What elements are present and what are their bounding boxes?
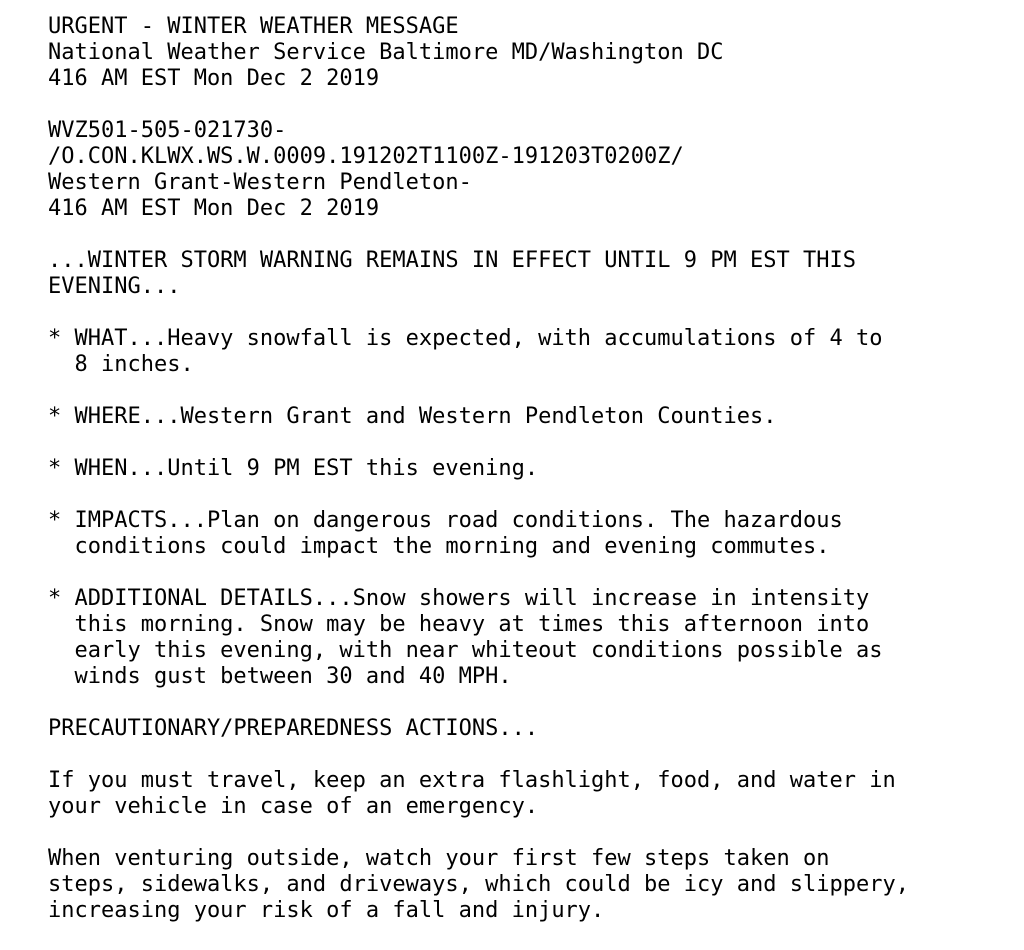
bullet-when xyxy=(48,456,1024,482)
precautionary-travel-paragraph xyxy=(48,768,1024,820)
what-line-1: * WHAT...Heavy snowfall is expected, with accumulations of 4 to xyxy=(48,326,883,351)
additional-details-line-1: * ADDITIONAL DETAILS...Snow showers will increase in intensity xyxy=(48,586,870,611)
precautionary-header xyxy=(48,716,1024,742)
headline-line-2: EVENING... xyxy=(48,274,181,299)
what-line-2: 8 inches. xyxy=(48,352,194,377)
vtec-code-line: /O.CON.KLWX.WS.W.0009.191202T1100Z-191203T0200Z/ xyxy=(48,144,684,169)
issuing-office-line: National Weather Service Baltimore MD/Washington DC xyxy=(48,40,724,65)
bullet-additional-details xyxy=(48,586,1024,690)
additional-details-line-4: winds gust between 30 and 40 MPH. xyxy=(48,664,512,689)
travel-line-1: If you must travel, keep an extra flashlight, food, and water in xyxy=(48,768,896,793)
travel-line-2: your vehicle in case of an emergency. xyxy=(48,794,539,819)
outside-line-3: increasing your risk of a fall and injury. xyxy=(48,898,605,923)
impacts-line-1: * IMPACTS...Plan on dangerous road conditions. The hazardous xyxy=(48,508,843,533)
bullet-where xyxy=(48,404,1024,430)
zone-names-line: Western Grant-Western Pendleton- xyxy=(48,170,472,195)
codes-issue-time-line: 416 AM EST Mon Dec 2 2019 xyxy=(48,196,380,221)
precautionary-header-line: PRECAUTIONARY/PREPAREDNESS ACTIONS... xyxy=(48,716,539,741)
headline-line-1: ...WINTER STORM WARNING REMAINS IN EFFECT UNTIL 9 PM EST THIS xyxy=(48,248,856,273)
impacts-line-2: conditions could impact the morning and evening commutes. xyxy=(48,534,830,559)
ugc-code-line: WVZ501-505-021730- xyxy=(48,118,287,143)
bulletin-codes xyxy=(48,118,1024,222)
outside-line-1: When venturing outside, watch your first few steps taken on xyxy=(48,846,830,871)
bullet-impacts xyxy=(48,508,1024,560)
bulletin-header xyxy=(48,14,1024,92)
additional-details-line-3: early this evening, with near whiteout conditions possible as xyxy=(48,638,883,663)
issue-time-line: 416 AM EST Mon Dec 2 2019 xyxy=(48,66,380,91)
when-line-1: * WHEN...Until 9 PM EST this evening. xyxy=(48,456,539,481)
urgent-title-line: URGENT - WINTER WEATHER MESSAGE xyxy=(48,14,459,39)
bullet-what xyxy=(48,326,1024,378)
outside-line-2: steps, sidewalks, and driveways, which could be icy and slippery, xyxy=(48,872,909,897)
warning-headline xyxy=(48,248,1024,300)
additional-details-line-2: this morning. Snow may be heavy at times this afternoon into xyxy=(48,612,870,637)
precautionary-outside-paragraph xyxy=(48,846,1024,924)
where-line-1: * WHERE...Western Grant and Western Pendleton Counties. xyxy=(48,404,777,429)
